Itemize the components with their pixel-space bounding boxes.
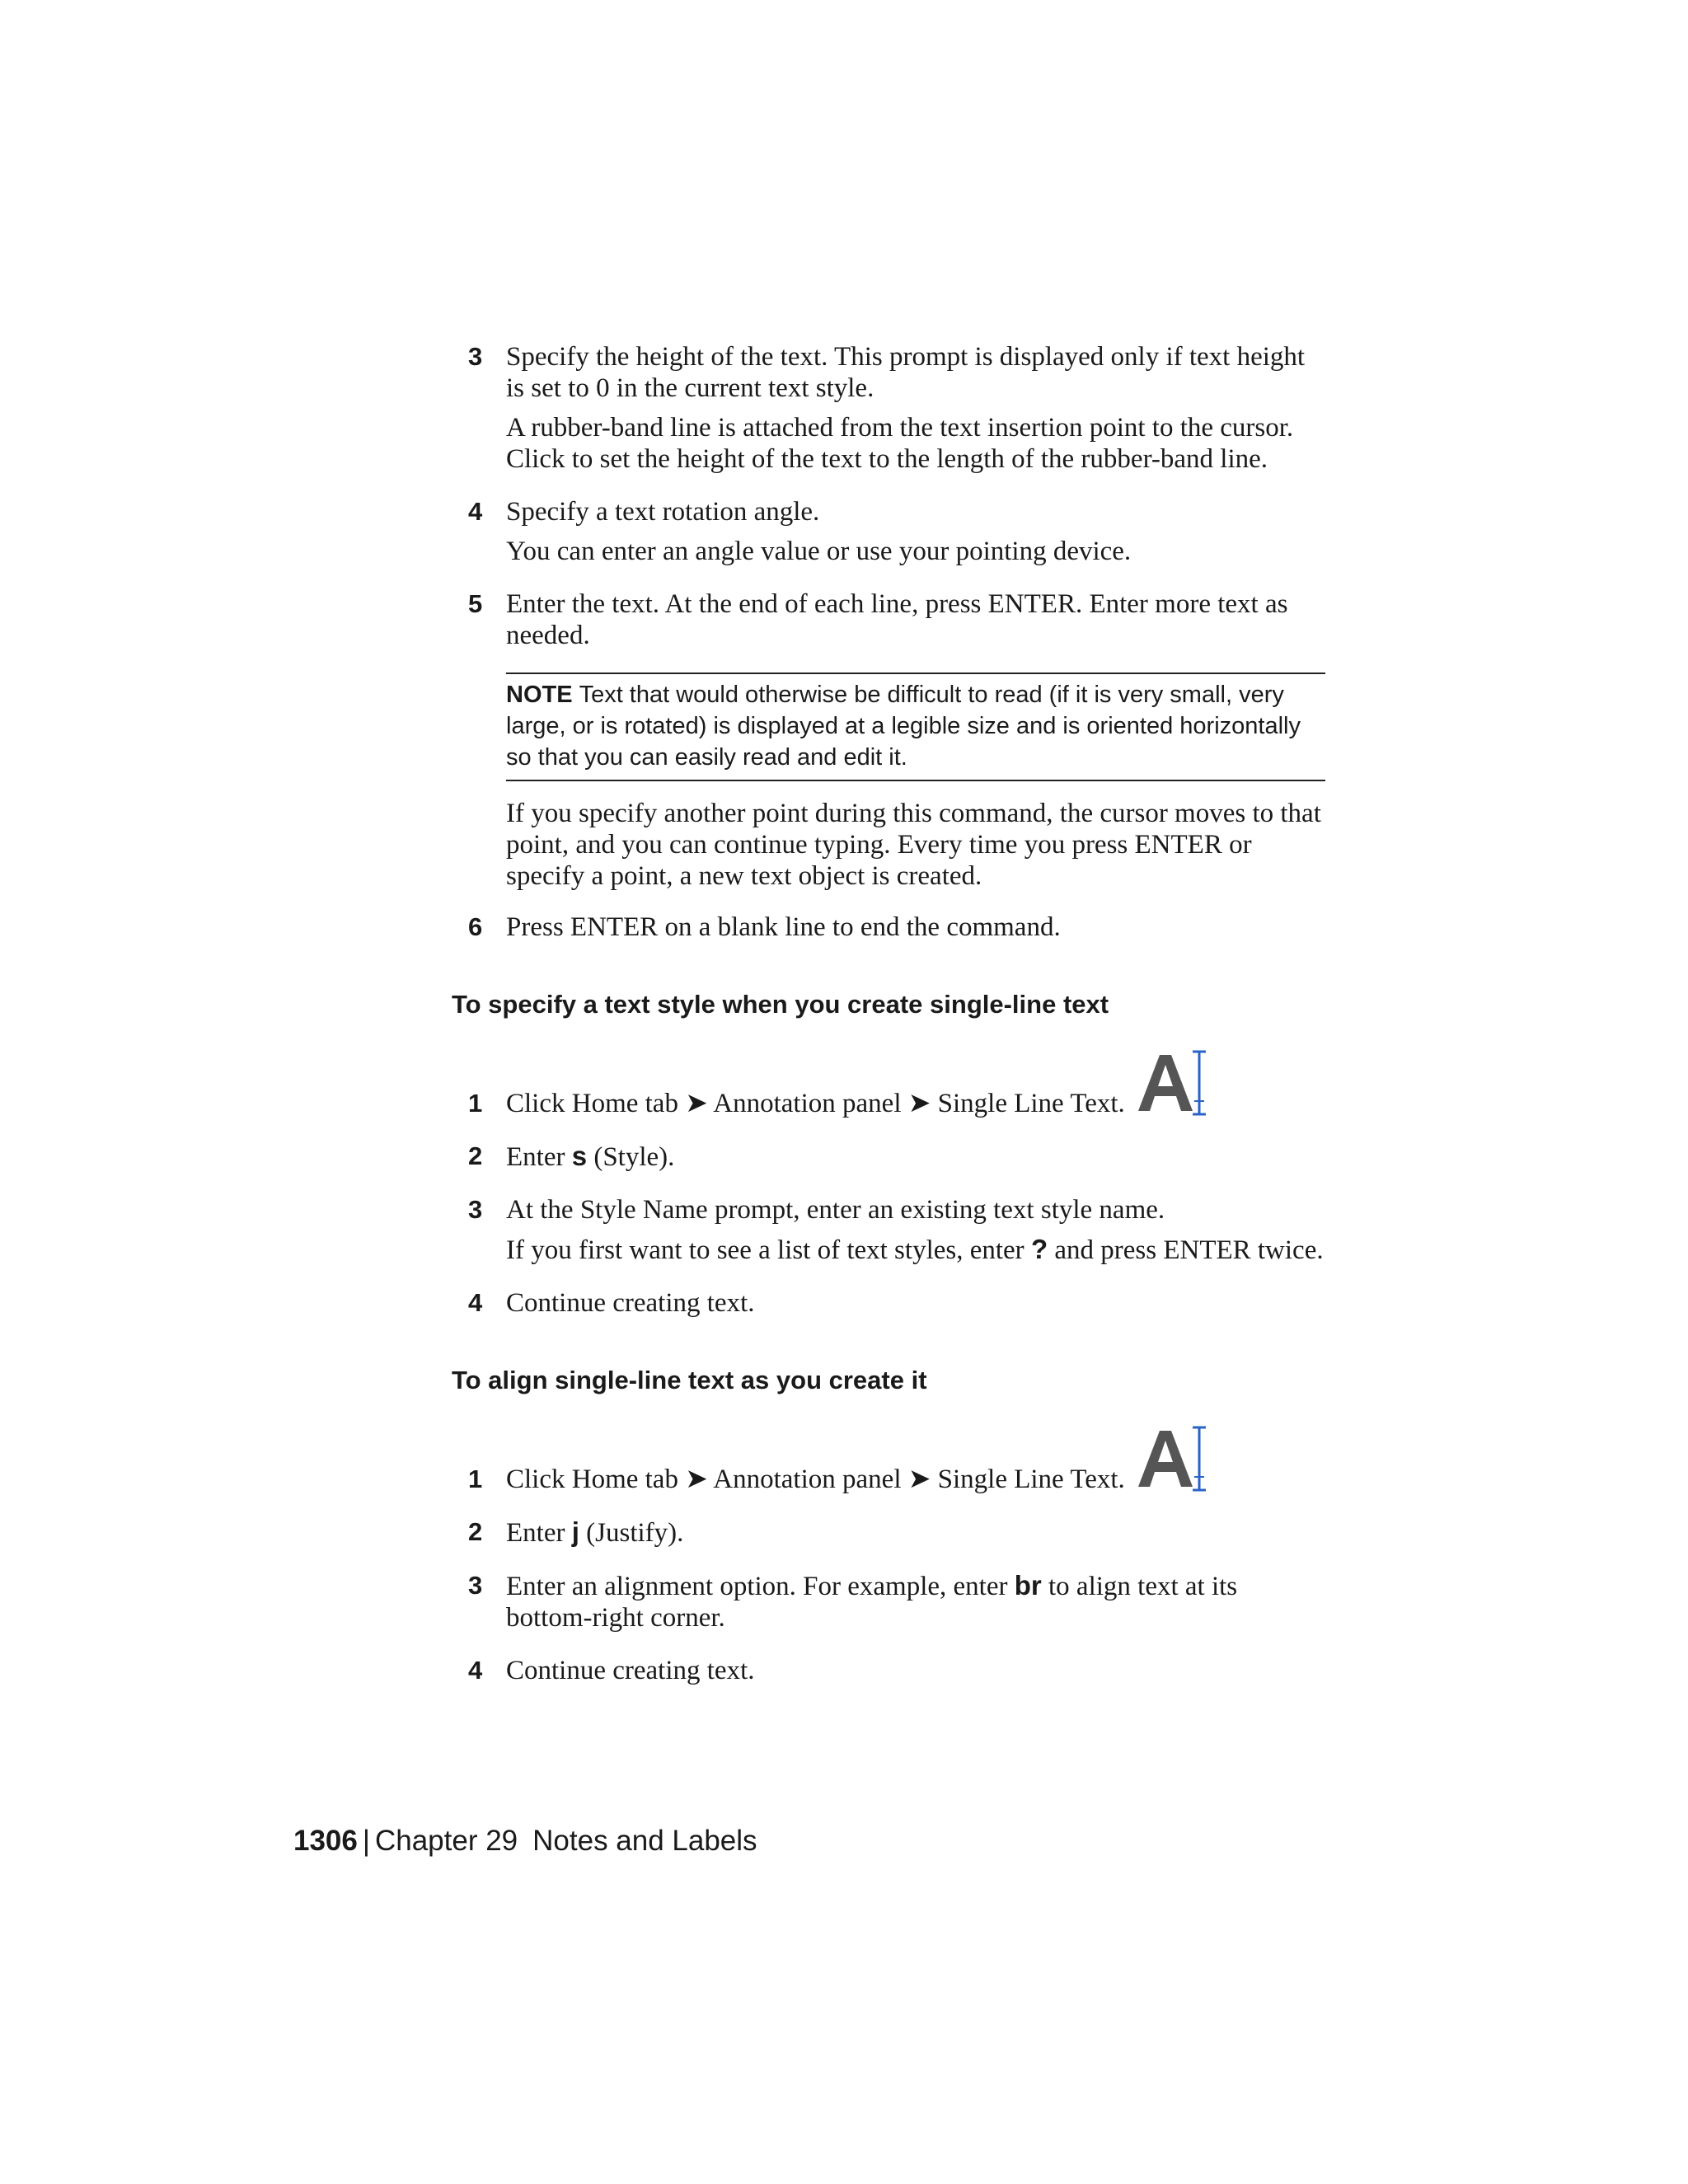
step-text: Click Home tab ➤ Annotation panel ➤ Single Line Text. [506, 1465, 1125, 1494]
step-number: 2 [468, 1141, 483, 1170]
list-item [452, 1287, 1325, 1319]
step-detail: You can enter an angle value or use your pointing device. [506, 537, 1132, 566]
section-heading: To specify a text style when you create single-line text [452, 990, 1109, 1019]
step-list [452, 1422, 1325, 1686]
page-content [452, 341, 1325, 1686]
list-item [452, 588, 1325, 651]
list-item [452, 1141, 1325, 1173]
step-detail: If you first want to see a list of text styles, enter ? and press ENTER twice. [506, 1234, 1324, 1265]
command-key: s [571, 1141, 588, 1171]
command-key: ? [1030, 1234, 1048, 1264]
step-number: 1 [468, 1465, 483, 1493]
step-text: Enter j (Justify). [506, 1516, 684, 1548]
step-number: 5 [468, 589, 483, 618]
list-item [452, 912, 1325, 943]
single-line-text-icon [1135, 1047, 1207, 1119]
step-text: Press ENTER on a blank line to end the command. [506, 912, 1061, 942]
list-item [452, 496, 1325, 567]
step-list [452, 1047, 1325, 1319]
step-number: 4 [468, 497, 483, 526]
step-number: 4 [468, 1656, 483, 1685]
step-number: 4 [468, 1288, 483, 1317]
step-number: 6 [468, 912, 483, 941]
chapter-title: Notes and Labels [532, 1825, 757, 1857]
step-number: 2 [468, 1517, 483, 1546]
step-text: Specify the height of the text. This prompt is displayed only if text height is set to 0 in the current text style. [506, 342, 1306, 403]
section-heading: To align single-line text as you create it [452, 1366, 927, 1394]
single-line-text-icon [1135, 1422, 1207, 1495]
step-number: 3 [468, 1571, 483, 1600]
command-key: br [1014, 1570, 1042, 1601]
chapter-label: Chapter 29 [374, 1825, 518, 1857]
step-text: Enter an alignment option. For example, enter br to align text at its bottom-right corner. [506, 1570, 1238, 1633]
step-number: 3 [468, 1195, 483, 1224]
list-item [452, 341, 1325, 475]
note-text: Text that would otherwise be difficult to read (if it is very small, very large, or is rotated) is displayed at a legible size and is oriented horizontally so that you can easily read and edit it. [506, 682, 1301, 771]
note-label: NOTE [506, 682, 573, 708]
step-text: Click Home tab ➤ Annotation panel ➤ Single Line Text. [506, 1089, 1125, 1118]
step-text: Continue creating text. [506, 1288, 755, 1318]
step-number: 1 [468, 1089, 483, 1118]
step-text: At the Style Name prompt, enter an existing text style name. [506, 1195, 1165, 1225]
step-text: Specify a text rotation angle. [506, 497, 820, 527]
step-text: Continue creating text. [506, 1656, 755, 1685]
list-item [452, 1422, 1325, 1495]
step-number: 3 [468, 342, 483, 371]
list-item [452, 1194, 1325, 1266]
step-text: Enter the text. At the end of each line, press ENTER. Enter more text as needed. [506, 589, 1288, 650]
list-item [452, 1655, 1325, 1686]
command-key: j [571, 1516, 579, 1547]
list-item [452, 1516, 1325, 1549]
page-footer [293, 1825, 757, 1858]
page-number: 1306 [293, 1825, 358, 1857]
footer-separator: | [362, 1825, 370, 1857]
paragraph: If you specify another point during this command, the cursor moves to that point, and you can continue typing. Every time you press ENTER or specify a point, a new text object is created. [506, 799, 1321, 891]
step-detail: A rubber-band line is attached from the text insertion point to the cursor. Click to set the height of the text to the length of the rubber-band line. [506, 413, 1294, 474]
note-box [506, 673, 1325, 781]
list-item [452, 1047, 1325, 1119]
step-text: Enter s (Style). [506, 1141, 675, 1172]
list-item [452, 1570, 1325, 1633]
